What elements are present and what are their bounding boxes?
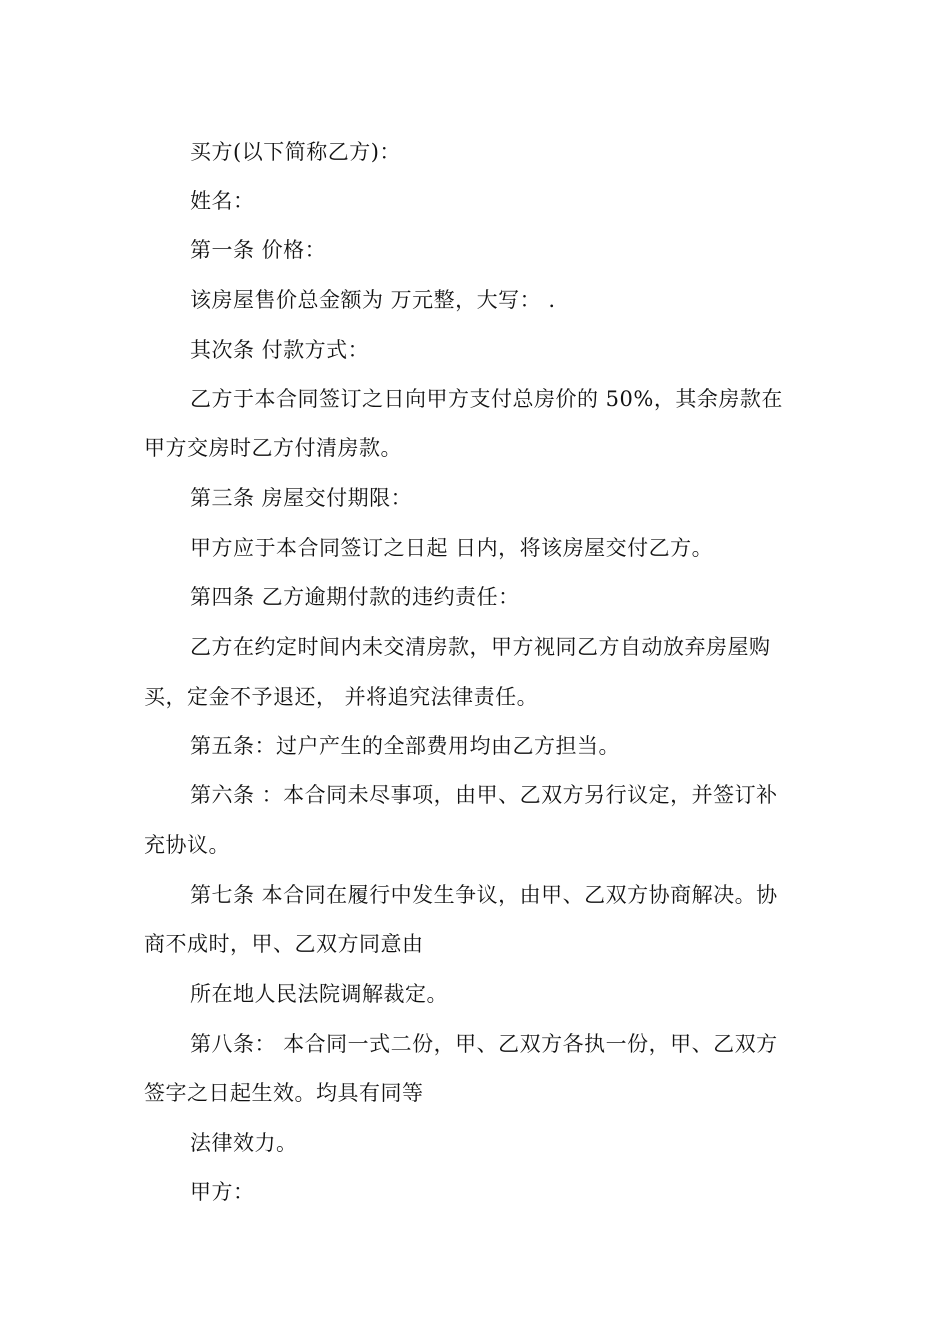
article-7-text-line-1: 第七条 本合同在履行中发生争议，由甲、乙双方协商解决。协: [190, 883, 778, 907]
article-4-text-line-2: 买，定金不予退还， 并将追究法律责任。: [144, 685, 539, 709]
article-8-text-line-2: 签字之日起生效。均具有同等: [144, 1081, 424, 1105]
buyer-name-label: 姓名：: [190, 189, 255, 213]
article-2-title: 其次条 付款方式：: [190, 338, 370, 362]
article-4-title: 第四条 乙方逾期付款的违约责任：: [190, 585, 520, 609]
article-7-text-line-3: 所在地人民法院调解裁定。: [190, 982, 448, 1006]
seller-signature-label: 甲方：: [190, 1180, 255, 1204]
article-3-text: 甲方应于本合同签订之日起 日内，将该房屋交付乙方。: [190, 536, 714, 560]
article-8-text-line-3: 法律效力。: [190, 1131, 298, 1155]
article-3-title: 第三条 房屋交付期限：: [190, 486, 413, 510]
article-8-text-line-1: 第八条： 本合同一式二份，甲、乙双方各执一份，甲、乙双方: [190, 1032, 778, 1056]
article-6-text-line-1: 第六条 ：本合同未尽事项，由甲、乙双方另行议定，并签订补: [190, 783, 778, 807]
article-7-text-line-2: 商不成时，甲、乙双方同意由: [144, 932, 424, 956]
article-4-text-line-1: 乙方在约定时间内未交清房款，甲方视同乙方自动放弃房屋购: [190, 635, 771, 659]
article-2-text-line-1: 乙方于本合同签订之日向甲方支付总房价的 50%，其余房款在: [190, 387, 783, 411]
article-2-text-line-2: 甲方交房时乙方付清房款。: [144, 436, 402, 460]
article-1-text: 该房屋售价总金额为 万元整，大写： .: [190, 288, 556, 312]
article-5-text: 第五条：过户产生的全部费用均由乙方担当。: [190, 734, 620, 758]
article-1-title: 第一条 价格：: [190, 238, 327, 262]
article-6-text-line-2: 充协议。: [144, 833, 230, 857]
buyer-heading: 买方(以下简称乙方)：: [190, 140, 401, 164]
